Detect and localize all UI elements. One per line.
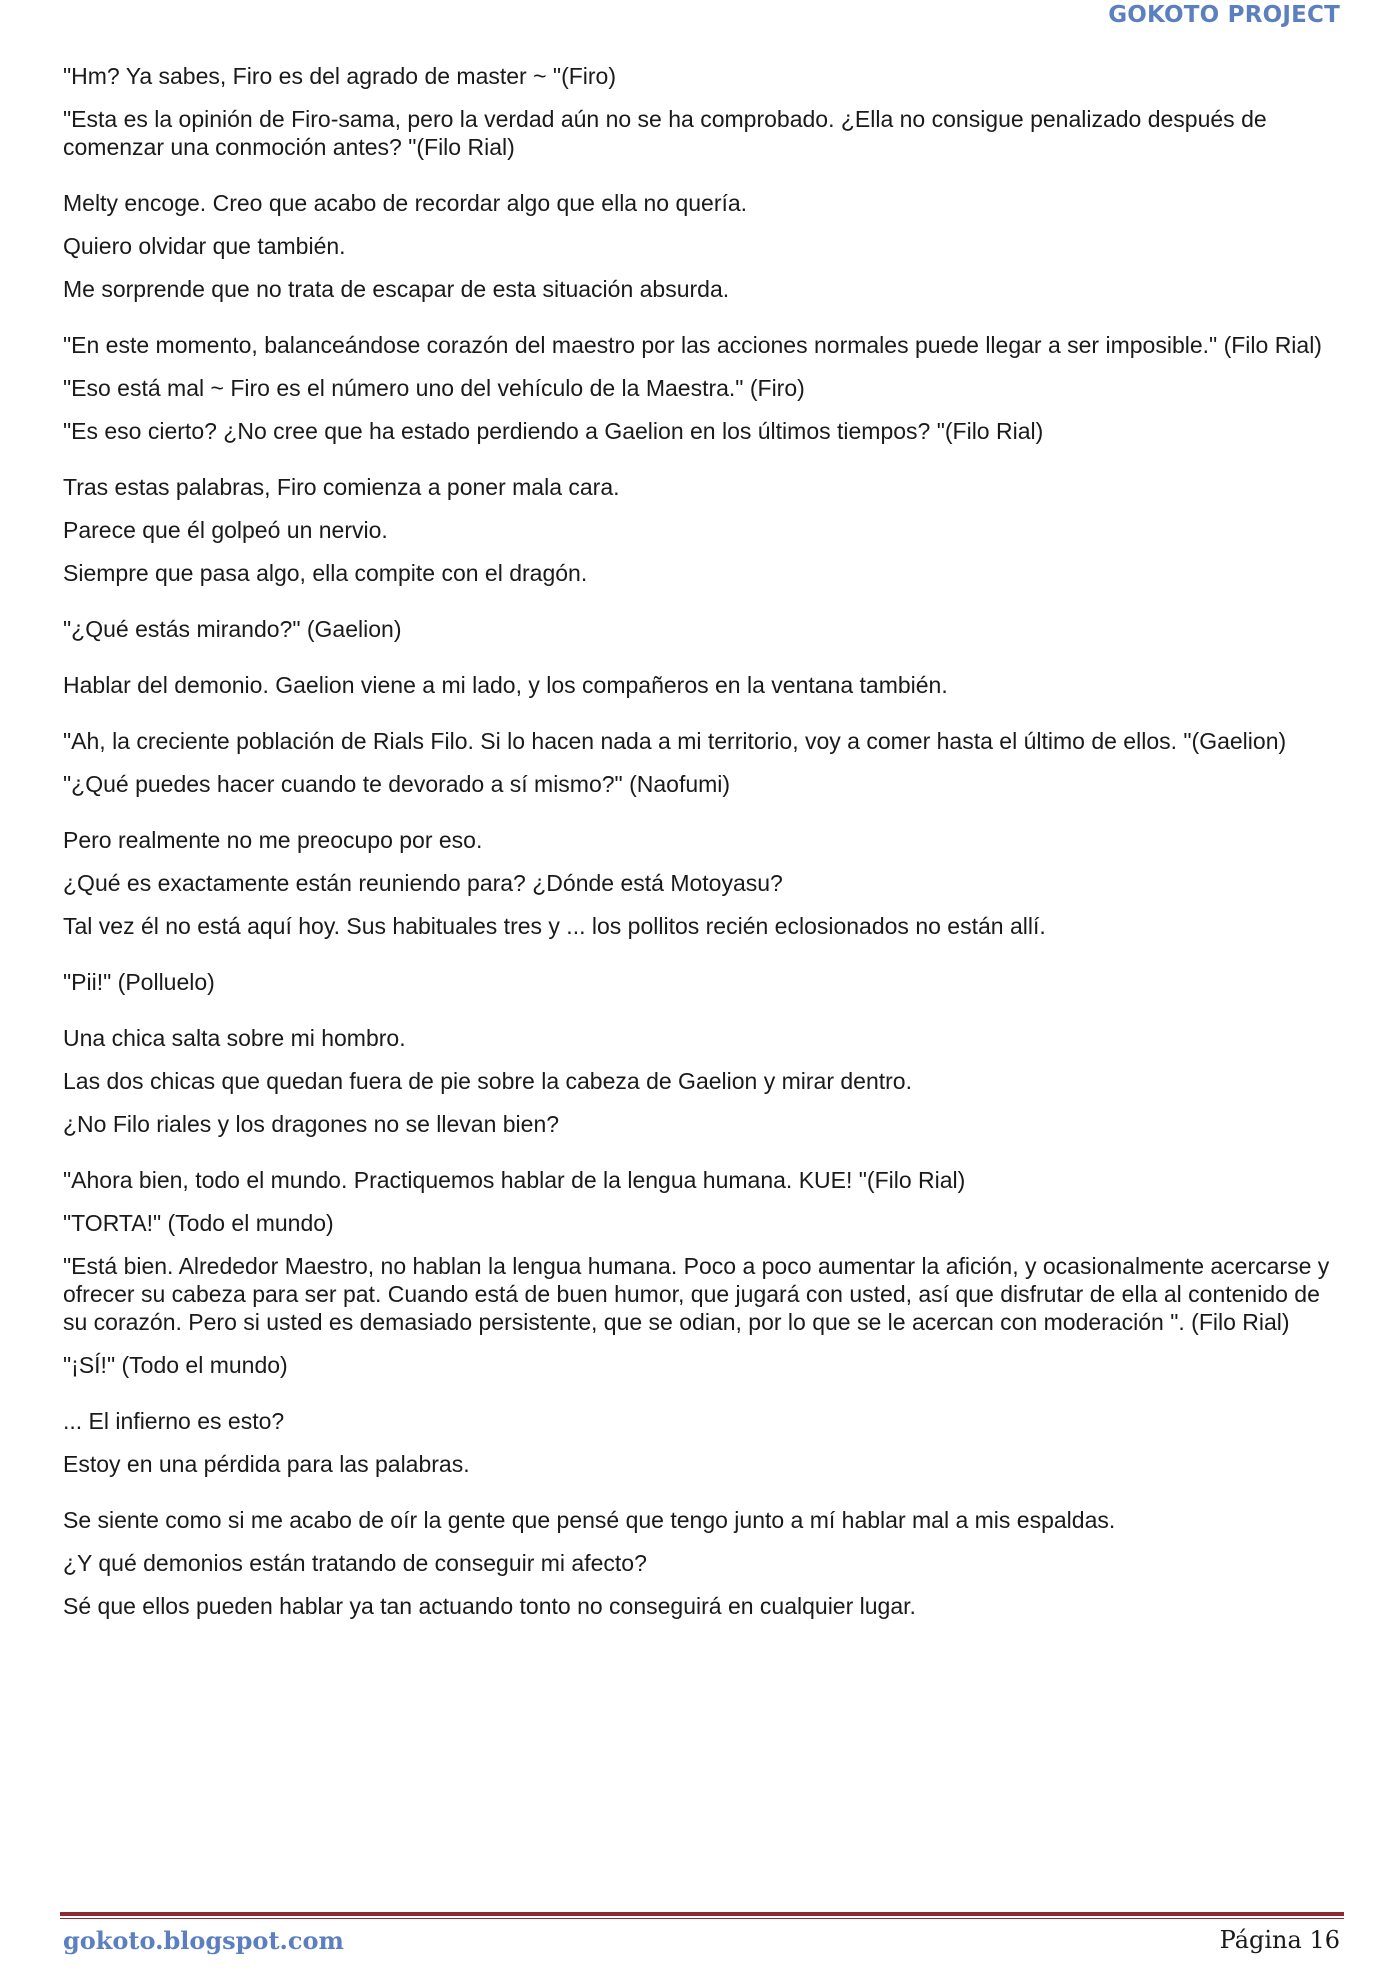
document-body (63, 62, 1348, 1635)
paragraph: "Pii!" (Polluelo) (63, 969, 215, 995)
paragraph: ¿Qué es exactamente están reuniendo para? ¿Dónde está Motoyasu? (63, 870, 783, 896)
paragraph: Siempre que pasa algo, ella compite con el dragón. (63, 560, 588, 586)
paragraph: "Es eso cierto? ¿No cree que ha estado perdiendo a Gaelion en los últimos tiempos? "(Filo Rial) (63, 418, 1044, 444)
header-title: GOKOTO PROJECT (1108, 2, 1340, 28)
paragraph: ... El infierno es esto? (63, 1408, 285, 1434)
paragraph: Pero realmente no me preocupo por eso. (63, 827, 483, 853)
paragraph: Parece que él golpeó un nervio. (63, 517, 388, 543)
paragraph: "¿Qué estás mirando?" (Gaelion) (63, 616, 402, 642)
paragraph: "Hm? Ya sabes, Firo es del agrado de master ~ "(Firo) (63, 63, 617, 89)
paragraph: Me sorprende que no trata de escapar de esta situación absurda. (63, 276, 730, 302)
paragraph: Se siente como si me acabo de oír la gente que pensé que tengo junto a mí hablar mal a mis espaldas. (63, 1507, 1116, 1533)
paragraph: ¿Y qué demonios están tratando de conseguir mi afecto? (63, 1550, 647, 1576)
paragraph: Sé que ellos pueden hablar ya tan actuando tonto no conseguirá en cualquier lugar. (63, 1593, 916, 1619)
paragraph: Melty encoge. Creo que acabo de recordar algo que ella no quería. (63, 190, 748, 216)
paragraph: Tal vez él no está aquí hoy. Sus habituales tres y ... los pollitos recién eclosionados no están allí. (63, 913, 1046, 939)
paragraph: Las dos chicas que quedan fuera de pie sobre la cabeza de Gaelion y mirar dentro. (63, 1068, 912, 1094)
paragraph: "Eso está mal ~ Firo es el número uno del vehículo de la Maestra." (Firo) (63, 375, 805, 401)
paragraph: "En este momento, balanceándose corazón del maestro por las acciones normales puede llegar a ser imposible." (Filo Rial) (63, 332, 1322, 358)
paragraph: "¡SÍ!" (Todo el mundo) (63, 1352, 288, 1378)
page-number: Página 16 (1219, 1926, 1340, 1954)
paragraph: Tras estas palabras, Firo comienza a poner mala cara. (63, 474, 620, 500)
paragraph: "Ah, la creciente población de Rials Filo. Si lo hacen nada a mi territorio, voy a comer hasta el último de ellos. "(Gaelion) (63, 728, 1287, 754)
paragraph: "Ahora bien, todo el mundo. Practiquemos hablar de la lengua humana. KUE! "(Filo Rial) (63, 1167, 966, 1193)
paragraph: "Está bien. Alrededor Maestro, no hablan la lengua humana. Poco a poco aumentar la afición, y ocasionalmente acercarse y ofrecer su cabeza para ser pat. Cuando está de buen humor, que jugará con usted, así que disfrutar de ella al contenido de su corazón. Pero si usted es demasiado persistente, que se odian, por lo que se le acercan con moderación ". (Filo Rial) (63, 1253, 1330, 1335)
paragraph: "TORTA!" (Todo el mundo) (63, 1210, 334, 1236)
paragraph: Hablar del demonio. Gaelion viene a mi lado, y los compañeros en la ventana también. (63, 672, 948, 698)
paragraph: "¿Qué puedes hacer cuando te devorado a sí mismo?" (Naofumi) (63, 771, 731, 797)
footer-rule (60, 1912, 1344, 1920)
paragraph: Quiero olvidar que también. (63, 233, 346, 259)
paragraph: "Esta es la opinión de Firo-sama, pero la verdad aún no se ha comprobado. ¿Ella no consigue penalizado después de comenzar una conmoción antes? "(Filo Rial) (63, 106, 1267, 160)
paragraph: Estoy en una pérdida para las palabras. (63, 1451, 470, 1477)
paragraph: Una chica salta sobre mi hombro. (63, 1025, 406, 1051)
footer-site-link[interactable]: gokoto.blogspot.com (63, 1926, 344, 1955)
paragraph: ¿No Filo riales y los dragones no se llevan bien? (63, 1111, 560, 1137)
